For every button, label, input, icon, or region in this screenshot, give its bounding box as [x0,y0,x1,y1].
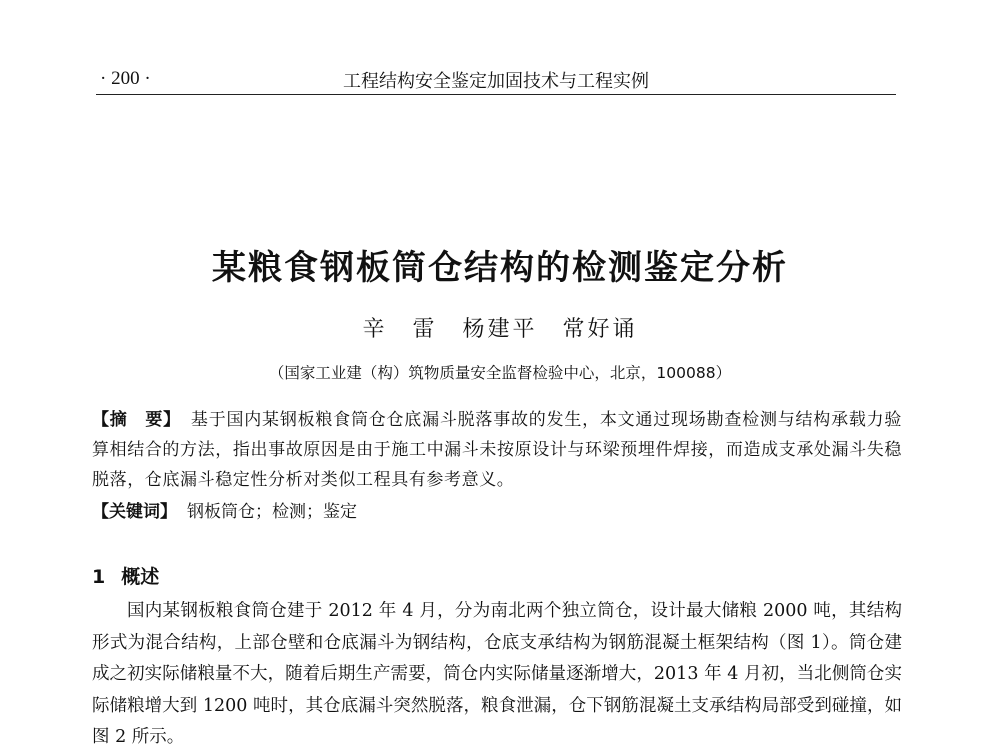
article-title: 某粮食钢板筒仓结构的检测鉴定分析 [212,248,788,288]
affiliation: （国家工业建（构）筑物质量安全监督检验中心，北京，100088） [268,364,732,382]
author-list: 辛 雷 杨建平 常好诵 [362,317,638,342]
abstract-text: 基于国内某钢板粮食筒仓仓底漏斗脱落事故的发生，本文通过现场勘查检测与结构承载力验算相结合的方法，指出事故原因是由于施工中漏斗未按原设计与环梁预埋件焊接，而造成支承处漏斗失稳脱落，仓底漏斗稳定性分析对类似工程具有参考意义。 [92,410,903,490]
page-number: · 200 · [100,68,151,89]
abstract [92,405,902,495]
keywords-text: 钢板筒仓；检测；鉴定 [187,502,357,522]
section-heading [92,562,159,589]
section-number: 1 [92,566,106,588]
keywords [92,497,902,527]
keywords-label: 【关键词】 [92,502,177,522]
abstract-label: 【摘 要】 [92,410,181,430]
section-title: 概述 [121,566,160,588]
page-header [96,64,896,95]
body-paragraph: 国内某钢板粮食筒仓建于 2012 年 4 月，分为南北两个独立筒仓，设计最大储粮 2000 吨，其结构形式为混合结构，上部仓壁和仓底漏斗为钢结构，仓底支承结构为钢筋混凝土框架结构（图 1）。筒仓建成之初实际储粮量不大，随着后期生产需要，筒仓内实际储量逐渐增大，2013 年 4 月初，当北侧筒仓实际储粮增大到 1200 吨时，其仓底漏斗突然脱落，粮食泄漏，仓下钢筋混凝土支承结构局部受到碰撞，如图 2 所示。 [92,601,902,747]
running-title: 工程结构安全鉴定加固技术与工程实例 [343,71,649,92]
